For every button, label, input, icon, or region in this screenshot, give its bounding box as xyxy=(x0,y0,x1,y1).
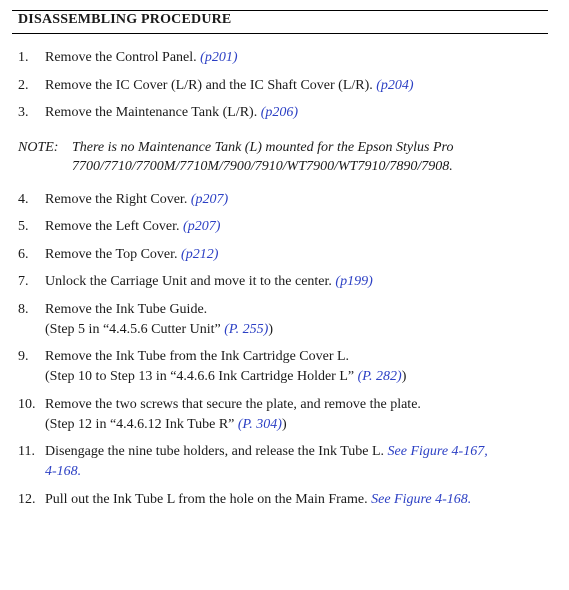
step-text: Remove the Right Cover. xyxy=(45,192,191,207)
step-5 xyxy=(18,217,220,237)
step-number: 3. xyxy=(18,105,29,120)
note-label: NOTE: xyxy=(18,140,59,155)
page-link[interactable]: (P. 282) xyxy=(357,369,402,384)
step-text: Remove the Ink Tube Guide. xyxy=(45,302,208,317)
step-8 xyxy=(18,300,273,340)
step-text: Remove the Ink Tube from the Ink Cartridge Cover L. xyxy=(45,349,350,364)
page-link[interactable]: (p204) xyxy=(376,78,414,93)
figure-link-continued[interactable]: 4-168. xyxy=(45,464,82,479)
section-heading: DISASSEMBLING PROCEDURE xyxy=(18,12,232,27)
step-7 xyxy=(18,272,373,292)
step-text: Pull out the Ink Tube L from the hole on the Main Frame. xyxy=(45,492,372,507)
step-11 xyxy=(18,442,488,482)
page-link[interactable]: (p207) xyxy=(183,219,221,234)
note-line-2: 7700/7710/7700M/7710M/7900/7910/WT7900/WT7910/7890/7908. xyxy=(72,159,453,174)
step-text: Remove the two screws that secure the plate, and remove the plate. xyxy=(45,397,421,412)
step-1 xyxy=(18,48,237,68)
step-12 xyxy=(18,490,471,510)
step-text: Remove the Maintenance Tank (L/R). xyxy=(45,105,261,120)
step-number: 7. xyxy=(18,274,29,289)
step-number: 4. xyxy=(18,192,29,207)
note-line-1: There is no Maintenance Tank (L) mounted for the Epson Stylus Pro xyxy=(72,140,454,155)
step-number: 5. xyxy=(18,219,29,234)
step-6 xyxy=(18,245,218,265)
step-3 xyxy=(18,103,298,123)
step-text: Unlock the Carriage Unit and move it to the center. xyxy=(45,274,336,289)
page-link[interactable]: (p201) xyxy=(200,50,238,65)
step-2 xyxy=(18,76,414,96)
step-number: 12. xyxy=(18,492,36,507)
header-bottom-rule xyxy=(12,33,548,34)
step-text: Disengage the nine tube holders, and release the Ink Tube L. xyxy=(45,444,388,459)
page-link[interactable]: (p199) xyxy=(335,274,373,289)
step-number: 10. xyxy=(18,397,36,412)
page-link[interactable]: (p207) xyxy=(190,192,229,207)
step-number: 8. xyxy=(18,302,29,317)
step-10 xyxy=(18,395,421,435)
step-number: 2. xyxy=(18,78,29,93)
step-text: Remove the Left Cover. xyxy=(45,219,184,234)
step-reference: (Step 12 in “4.4.6.12 Ink Tube R” (P. 304)) xyxy=(45,417,287,432)
step-number: 9. xyxy=(18,349,29,364)
step-number: 11. xyxy=(18,444,35,459)
page-link[interactable]: (P. 304) xyxy=(237,417,282,432)
step-text: Remove the Top Cover. xyxy=(45,247,182,262)
figure-link[interactable]: See Figure 4-167, xyxy=(387,444,488,459)
step-reference: (Step 10 to Step 13 in “4.4.6.6 Ink Cartridge Holder L” (P. 282)) xyxy=(45,369,407,384)
step-number: 6. xyxy=(18,247,29,262)
step-reference: (Step 5 in “4.4.5.6 Cutter Unit” (P. 255)) xyxy=(45,322,274,337)
header-top-rule xyxy=(12,10,548,11)
step-text: Remove the IC Cover (L/R) and the IC Shaft Cover (L/R). xyxy=(45,78,377,93)
page-link[interactable]: (P. 255) xyxy=(224,322,269,337)
page-link[interactable]: (p206) xyxy=(260,105,299,120)
step-number: 1. xyxy=(18,50,29,65)
step-4 xyxy=(18,190,228,210)
step-text: Remove the Control Panel. xyxy=(45,50,201,65)
note-block xyxy=(18,138,453,176)
step-9 xyxy=(18,347,406,387)
page-link[interactable]: (p212) xyxy=(181,247,219,262)
figure-link[interactable]: See Figure 4-168. xyxy=(371,492,472,507)
